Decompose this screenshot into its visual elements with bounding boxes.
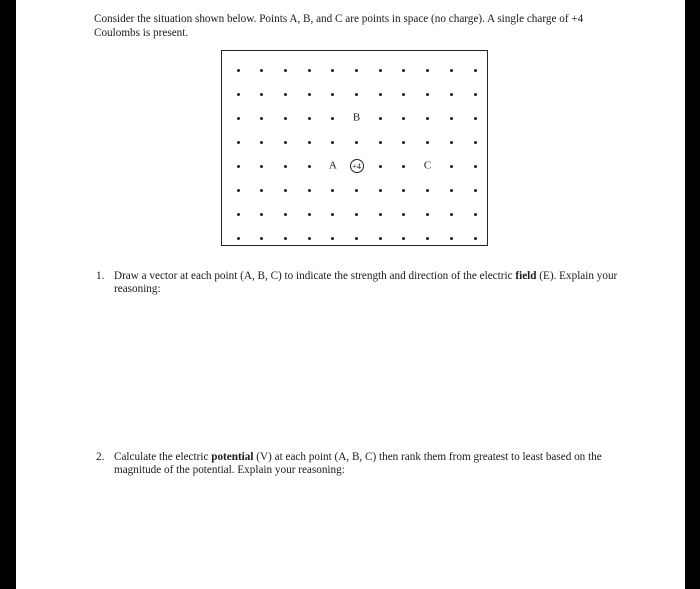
question-1-number: 1. — [96, 270, 105, 282]
grid-dot — [450, 237, 453, 240]
grid-dot — [260, 117, 263, 120]
grid-dot — [308, 93, 311, 96]
grid-dot — [379, 69, 382, 72]
question-2 — [96, 451, 626, 477]
question-2-keyword: potential — [211, 451, 254, 463]
grid-dot — [237, 93, 240, 96]
grid-dot — [237, 189, 240, 192]
grid-dot — [474, 117, 477, 120]
grid-dot — [308, 117, 311, 120]
grid-dot — [402, 69, 405, 72]
grid-dot — [379, 213, 382, 216]
grid-dot — [355, 141, 358, 144]
grid-dot — [260, 213, 263, 216]
grid-dot — [260, 237, 263, 240]
grid-dot — [284, 93, 287, 96]
charge-diagram — [221, 50, 488, 246]
grid-dot — [450, 117, 453, 120]
grid-dot — [402, 237, 405, 240]
grid-dot — [426, 213, 429, 216]
grid-dot — [402, 165, 405, 168]
point-label-b: B — [352, 111, 361, 124]
grid-dot — [426, 141, 429, 144]
grid-dot — [450, 189, 453, 192]
grid-dot — [237, 69, 240, 72]
grid-dot — [237, 141, 240, 144]
grid-dot — [308, 165, 311, 168]
grid-dot — [355, 237, 358, 240]
document-page — [16, 0, 685, 589]
grid-dot — [379, 141, 382, 144]
grid-dot — [474, 213, 477, 216]
grid-dot — [402, 189, 405, 192]
grid-dot — [331, 93, 334, 96]
grid-dot — [331, 141, 334, 144]
grid-dot — [237, 117, 240, 120]
grid-dot — [379, 237, 382, 240]
grid-dot — [355, 93, 358, 96]
grid-dot — [260, 69, 263, 72]
grid-dot — [450, 213, 453, 216]
point-label-a: A — [328, 159, 337, 172]
grid-dot — [331, 189, 334, 192]
grid-dot — [284, 69, 287, 72]
question-1 — [96, 270, 626, 296]
grid-dot — [402, 117, 405, 120]
grid-dot — [260, 141, 263, 144]
grid-dot — [260, 165, 263, 168]
grid-dot — [308, 237, 311, 240]
grid-dot — [308, 69, 311, 72]
grid-dot — [355, 213, 358, 216]
grid-dot — [474, 237, 477, 240]
grid-dot — [284, 165, 287, 168]
grid-dot — [355, 189, 358, 192]
grid-dot — [474, 69, 477, 72]
charge-circle: +4 — [350, 159, 364, 173]
grid-dot — [237, 165, 240, 168]
grid-dot — [402, 213, 405, 216]
grid-dot — [450, 165, 453, 168]
grid-dot — [237, 213, 240, 216]
grid-dot — [402, 141, 405, 144]
grid-dot — [474, 93, 477, 96]
grid-dot — [379, 93, 382, 96]
grid-dot — [426, 69, 429, 72]
grid-dot — [426, 237, 429, 240]
question-1-text: Draw a vector at each point (A, B, C) to indicate the strength and direction of the electric field (E). Explain your reasoning: — [114, 270, 618, 295]
grid-dot — [284, 237, 287, 240]
grid-dot — [260, 93, 263, 96]
question-1-keyword: field — [515, 270, 537, 282]
question-2-text: Calculate the electric potential (V) at each point (A, B, C) then rank them from greatest to least based on the magnitude of the potential. Explain your reasoning: — [114, 451, 602, 476]
grid-dot — [379, 165, 382, 168]
grid-dot — [284, 189, 287, 192]
grid-dot — [474, 189, 477, 192]
grid-dot — [379, 189, 382, 192]
grid-dot — [379, 117, 382, 120]
grid-dot — [260, 189, 263, 192]
grid-dot — [474, 141, 477, 144]
grid-dot — [284, 117, 287, 120]
grid-dot — [237, 237, 240, 240]
grid-dot — [402, 93, 405, 96]
grid-dot — [450, 69, 453, 72]
grid-dot — [284, 141, 287, 144]
grid-dot — [284, 213, 287, 216]
grid-dot — [426, 189, 429, 192]
grid-dot — [426, 93, 429, 96]
grid-dot — [331, 117, 334, 120]
point-label-c: C — [423, 159, 432, 172]
grid-dot — [426, 117, 429, 120]
grid-dot — [450, 93, 453, 96]
grid-dot — [308, 189, 311, 192]
grid-dot — [308, 141, 311, 144]
grid-dot — [308, 213, 311, 216]
intro-paragraph: Consider the situation shown below. Points A, B, and C are points in space (no charge). A single charge of +4 Coulombs is present. — [94, 13, 584, 39]
grid-dot — [331, 69, 334, 72]
grid-dot — [450, 141, 453, 144]
grid-dot — [331, 213, 334, 216]
grid-dot — [355, 69, 358, 72]
grid-dot — [474, 165, 477, 168]
question-2-number: 2. — [96, 451, 105, 463]
grid-dot — [331, 237, 334, 240]
